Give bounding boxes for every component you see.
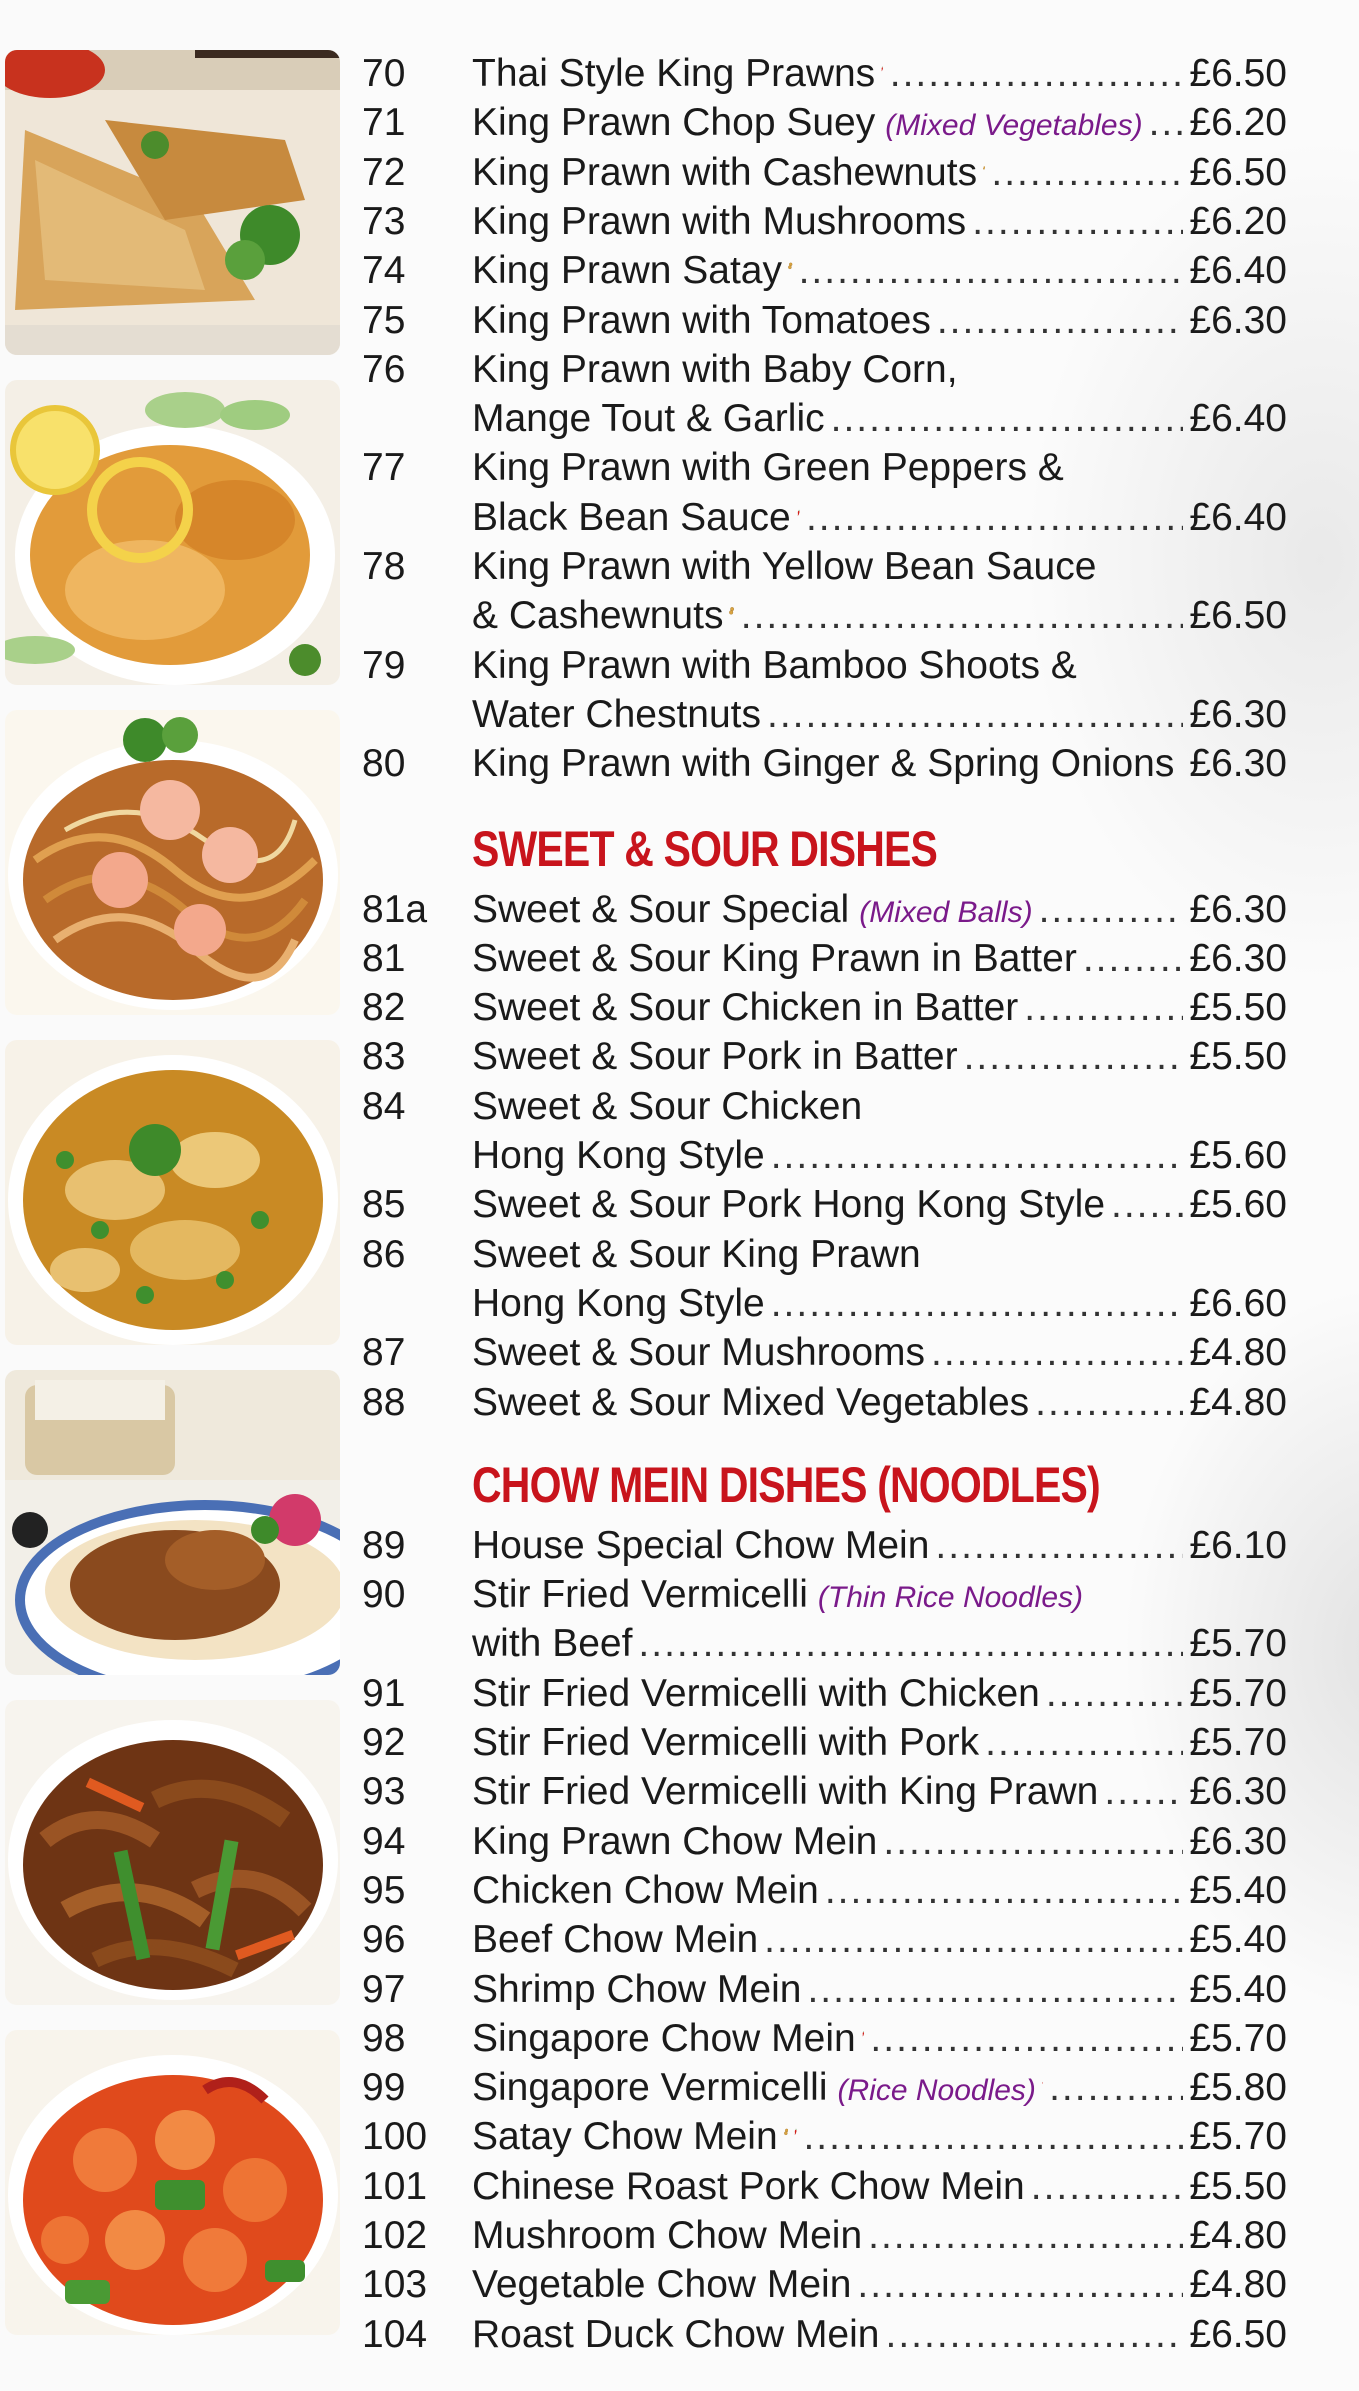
dot-leader bbox=[1083, 935, 1184, 983]
dot-leader bbox=[1039, 886, 1184, 934]
item-price: £5.70 bbox=[1189, 1622, 1287, 1666]
menu-item-70 bbox=[362, 50, 1287, 98]
item-name: Beef Chow Mein bbox=[472, 1918, 759, 1962]
curry-chicken-photo bbox=[5, 1040, 340, 1345]
menu-item-84-cont bbox=[362, 1132, 1287, 1180]
item-name-cont: Hong Kong Style bbox=[472, 1134, 765, 1177]
item-price: £6.30 bbox=[1189, 742, 1287, 786]
item-name: Sweet & Sour Pork in Batter bbox=[472, 1035, 958, 1079]
item-name-line bbox=[472, 2163, 1287, 2211]
item-number: 81 bbox=[362, 936, 406, 980]
dot-leader bbox=[883, 1818, 1183, 1866]
dot-leader bbox=[1046, 1670, 1184, 1718]
menu-item-81 bbox=[362, 935, 1287, 983]
item-name: Thai Style King Prawns bbox=[472, 52, 876, 95]
peanut-icon bbox=[729, 594, 734, 628]
item-number: 93 bbox=[362, 1770, 406, 1814]
item-name-line bbox=[472, 1867, 1287, 1915]
item-name: Stir Fried Vermicelli bbox=[472, 1573, 808, 1617]
item-number: 92 bbox=[362, 1721, 406, 1764]
item-number: 95 bbox=[362, 1868, 406, 1912]
item-name: Singapore Chow Mein bbox=[472, 2016, 856, 2060]
dot-leader bbox=[1049, 2064, 1183, 2112]
item-name: King Prawn Chow Mein bbox=[472, 1819, 878, 1863]
chili-icon bbox=[797, 496, 800, 530]
item-number: 97 bbox=[362, 1967, 406, 2011]
item-number: 103 bbox=[362, 2263, 428, 2307]
item-name: Stir Fried Vermicelli with King Prawn bbox=[472, 1770, 1099, 1814]
dot-leader bbox=[1149, 99, 1184, 147]
dot-leader bbox=[937, 297, 1184, 345]
item-note: (Thin Rice Noodles) bbox=[817, 1581, 1083, 1615]
item-name-line bbox=[472, 1768, 1287, 1816]
menu-item-102 bbox=[362, 2212, 1287, 2260]
dot-leader bbox=[771, 1280, 1184, 1328]
item-name: Chicken Chow Mein bbox=[472, 1868, 819, 1912]
item-price: £5.70 bbox=[1189, 1671, 1287, 1715]
sweet-sour-chicken-photo bbox=[5, 2030, 340, 2335]
dot-leader bbox=[764, 1916, 1183, 1964]
menu-item-96 bbox=[362, 1916, 1287, 1964]
dot-leader bbox=[767, 691, 1183, 739]
item-name-line bbox=[472, 2212, 1287, 2260]
roast-duck-photo bbox=[5, 1370, 340, 1675]
menu-item-100 bbox=[362, 2113, 1287, 2161]
item-name-line bbox=[472, 99, 1287, 150]
item-name-line bbox=[472, 444, 1287, 492]
item-price: £4.80 bbox=[1189, 1331, 1287, 1375]
item-name: King Prawn with Mushrooms bbox=[472, 199, 967, 243]
item-price: £6.40 bbox=[1189, 495, 1287, 539]
item-price: £6.60 bbox=[1189, 1281, 1287, 1325]
item-name: King Prawn Chop Suey bbox=[472, 101, 876, 145]
item-name: Shrimp Chow Mein bbox=[472, 1967, 802, 2011]
item-price: £6.30 bbox=[1189, 887, 1287, 931]
item-name-line bbox=[472, 494, 1287, 542]
menu-item-85 bbox=[362, 1181, 1287, 1229]
chili-icon bbox=[1042, 2066, 1043, 2100]
item-number: 102 bbox=[362, 2214, 428, 2257]
chili-icon bbox=[862, 2017, 865, 2051]
menu-item-86 bbox=[362, 1231, 1287, 1279]
menu-item-72 bbox=[362, 149, 1287, 197]
prawn-noodles-photo bbox=[5, 710, 340, 1015]
item-name: Stir Fried Vermicelli with Chicken bbox=[472, 1671, 1040, 1715]
menu-item-74 bbox=[362, 247, 1287, 295]
dot-leader bbox=[870, 2015, 1183, 2063]
item-name-line bbox=[472, 592, 1287, 640]
menu-item-82 bbox=[362, 984, 1287, 1032]
item-name: Sweet & Sour Mixed Vegetables bbox=[472, 1380, 1030, 1424]
item-name: Sweet & Sour King Prawn in Batter bbox=[472, 936, 1077, 980]
dot-leader bbox=[1031, 2163, 1184, 2211]
dot-leader bbox=[890, 50, 1184, 98]
item-note: (Mixed Balls) bbox=[859, 895, 1033, 929]
item-name: Singapore Vermicelli bbox=[472, 2066, 828, 2110]
item-price: £4.80 bbox=[1189, 2214, 1287, 2257]
item-name: Mushroom Chow Mein bbox=[472, 2214, 863, 2257]
dot-leader bbox=[803, 2113, 1183, 2161]
dot-leader bbox=[807, 1966, 1183, 2014]
dot-leader bbox=[741, 592, 1184, 640]
item-number: 90 bbox=[362, 1573, 406, 1617]
prawn-toast-photo bbox=[5, 50, 340, 355]
item-price: £5.40 bbox=[1189, 1918, 1287, 1962]
item-name: Sweet & Sour Special bbox=[472, 887, 850, 931]
menu-item-90-cont bbox=[362, 1620, 1287, 1668]
dot-leader bbox=[1104, 1768, 1183, 1816]
item-price: £5.60 bbox=[1189, 1134, 1287, 1177]
item-note: (Rice Noodles) bbox=[837, 2074, 1036, 2108]
menu-item-78-cont bbox=[362, 592, 1287, 640]
section-heading-chow-mein: CHOW MEIN DISHES (NOODLES) bbox=[472, 1456, 1100, 1513]
item-name-cont: Water Chestnuts bbox=[472, 692, 761, 736]
item-number: 86 bbox=[362, 1232, 406, 1276]
dot-leader bbox=[771, 1132, 1184, 1180]
item-price: £4.80 bbox=[1189, 1380, 1287, 1424]
item-name-line bbox=[472, 642, 1287, 690]
dot-leader bbox=[1111, 1181, 1183, 1229]
dot-leader bbox=[868, 2212, 1183, 2260]
item-name: Sweet & Sour Mushrooms bbox=[472, 1331, 926, 1375]
menu-item-88 bbox=[362, 1379, 1287, 1427]
item-name-line bbox=[472, 2015, 1287, 2063]
item-price: £5.70 bbox=[1189, 2016, 1287, 2060]
item-price: £5.80 bbox=[1189, 2066, 1287, 2110]
item-name-line bbox=[472, 1522, 1287, 1570]
item-name: King Prawn Satay bbox=[472, 249, 783, 293]
item-note: (Mixed Vegetables) bbox=[885, 109, 1143, 143]
menu-item-73 bbox=[362, 198, 1287, 246]
item-name-line bbox=[472, 691, 1287, 739]
item-name: King Prawn with Bamboo Shoots & bbox=[472, 643, 1077, 687]
item-name-line bbox=[472, 984, 1287, 1032]
item-name-line bbox=[472, 1620, 1287, 1668]
item-price: £6.30 bbox=[1189, 1770, 1287, 1814]
menu-item-99 bbox=[362, 2064, 1287, 2112]
item-name-line bbox=[472, 1719, 1287, 1767]
item-name-line bbox=[472, 1818, 1287, 1866]
menu-item-91 bbox=[362, 1670, 1287, 1718]
item-price: £6.10 bbox=[1189, 1523, 1287, 1567]
item-number: 100 bbox=[362, 2115, 428, 2159]
menu-item-78 bbox=[362, 543, 1287, 591]
peanut-icon bbox=[788, 249, 793, 283]
item-price: £6.30 bbox=[1189, 1819, 1287, 1863]
menu-item-83 bbox=[362, 1033, 1287, 1081]
item-name: King Prawn with Green Peppers & bbox=[472, 446, 1064, 490]
dot-leader bbox=[806, 494, 1183, 542]
item-number: 89 bbox=[362, 1523, 406, 1567]
item-number: 72 bbox=[362, 150, 406, 194]
chili-icon bbox=[881, 52, 884, 86]
item-number: 101 bbox=[362, 2164, 428, 2208]
item-name-cont: & Cashewnuts bbox=[472, 594, 724, 638]
crispy-beef-photo bbox=[5, 1700, 340, 2005]
item-price: £6.40 bbox=[1189, 397, 1287, 441]
peanut-icon bbox=[983, 151, 985, 185]
item-number: 70 bbox=[362, 52, 406, 95]
item-name-line bbox=[472, 50, 1287, 98]
item-number: 99 bbox=[362, 2066, 406, 2110]
item-name-line bbox=[472, 346, 1287, 394]
item-name-line bbox=[472, 886, 1287, 937]
item-price: £6.30 bbox=[1189, 692, 1287, 736]
menu-item-94 bbox=[362, 1818, 1287, 1866]
item-number: 80 bbox=[362, 742, 406, 786]
menu-item-84 bbox=[362, 1083, 1287, 1131]
dot-leader bbox=[638, 1620, 1183, 1668]
menu-item-79-cont bbox=[362, 691, 1287, 739]
item-name-line bbox=[472, 1033, 1287, 1081]
item-name: King Prawn with Tomatoes bbox=[472, 298, 931, 342]
item-number: 88 bbox=[362, 1380, 406, 1424]
item-price: £6.20 bbox=[1189, 101, 1287, 145]
item-name-line bbox=[472, 1132, 1287, 1180]
item-number: 77 bbox=[362, 446, 406, 490]
item-price: £6.20 bbox=[1189, 199, 1287, 243]
menu-item-81a bbox=[362, 886, 1287, 934]
menu-item-80 bbox=[362, 740, 1287, 788]
dot-leader bbox=[935, 1522, 1183, 1570]
item-price: £5.50 bbox=[1189, 2164, 1287, 2208]
menu-item-101 bbox=[362, 2163, 1287, 2211]
item-name-line bbox=[472, 935, 1287, 983]
menu-item-87 bbox=[362, 1329, 1287, 1377]
menu-item-77-cont bbox=[362, 494, 1287, 542]
peanut-icon bbox=[784, 2115, 789, 2149]
item-name-line bbox=[472, 149, 1287, 197]
section-heading-sweet-sour: SWEET & SOUR DISHES bbox=[472, 820, 938, 877]
menu-item-77 bbox=[362, 444, 1287, 492]
item-name-line bbox=[472, 2311, 1287, 2359]
item-name: Sweet & Sour Pork Hong Kong Style bbox=[472, 1183, 1106, 1227]
item-name-line bbox=[472, 1181, 1287, 1229]
dot-leader bbox=[825, 1867, 1184, 1915]
item-name-line bbox=[472, 740, 1287, 788]
item-name: King Prawn with Yellow Bean Sauce bbox=[472, 545, 1097, 588]
dot-leader bbox=[1180, 740, 1183, 788]
item-price: £6.30 bbox=[1189, 298, 1287, 342]
item-name: Sweet & Sour Chicken in Batter bbox=[472, 986, 1019, 1030]
item-name: King Prawn with Baby Corn, bbox=[472, 347, 958, 391]
menu-item-89 bbox=[362, 1522, 1287, 1570]
item-name-line bbox=[472, 1379, 1287, 1427]
item-price: £5.50 bbox=[1189, 986, 1287, 1030]
menu-item-97 bbox=[362, 1966, 1287, 2014]
item-price: £5.50 bbox=[1189, 1035, 1287, 1079]
item-number: 78 bbox=[362, 545, 406, 588]
item-price: £6.50 bbox=[1189, 2312, 1287, 2356]
dot-leader bbox=[964, 1033, 1184, 1081]
item-number: 91 bbox=[362, 1671, 406, 1715]
item-number: 96 bbox=[362, 1918, 406, 1962]
chili-icon bbox=[794, 2115, 797, 2149]
item-price: £6.50 bbox=[1189, 594, 1287, 638]
item-number: 79 bbox=[362, 643, 406, 687]
item-number: 81a bbox=[362, 887, 428, 931]
menu-item-92 bbox=[362, 1719, 1287, 1767]
dot-leader bbox=[885, 2311, 1183, 2359]
item-name: Sweet & Sour Chicken bbox=[472, 1084, 863, 1128]
lemon-chicken-photo bbox=[5, 380, 340, 685]
dot-leader bbox=[972, 198, 1183, 246]
dot-leader bbox=[831, 395, 1184, 443]
item-number: 94 bbox=[362, 1819, 406, 1863]
item-number: 85 bbox=[362, 1183, 406, 1227]
item-name: Roast Duck Chow Mein bbox=[472, 2312, 880, 2356]
item-price: £4.80 bbox=[1189, 2263, 1287, 2307]
menu-item-79 bbox=[362, 642, 1287, 690]
menu-item-103 bbox=[362, 2261, 1287, 2309]
menu-item-86-cont bbox=[362, 1280, 1287, 1328]
item-price: £5.40 bbox=[1189, 1868, 1287, 1912]
item-number: 76 bbox=[362, 347, 406, 391]
dot-leader bbox=[799, 247, 1184, 295]
dot-leader bbox=[991, 149, 1183, 197]
item-name-cont: Black Bean Sauce bbox=[472, 495, 791, 539]
item-price: £6.40 bbox=[1189, 249, 1287, 293]
item-name: House Special Chow Mein bbox=[472, 1523, 930, 1567]
item-name-line bbox=[472, 1083, 1287, 1131]
item-name-line bbox=[472, 1231, 1287, 1279]
item-name-line bbox=[472, 2261, 1287, 2309]
item-name: King Prawn with Cashewnuts bbox=[472, 150, 978, 194]
item-name-cont: Hong Kong Style bbox=[472, 1281, 765, 1325]
item-price: £5.40 bbox=[1189, 1967, 1287, 2011]
item-name: Satay Chow Mein bbox=[472, 2115, 778, 2159]
item-name: Chinese Roast Pork Chow Mein bbox=[472, 2164, 1025, 2208]
item-name: Stir Fried Vermicelli with Pork bbox=[472, 1721, 980, 1764]
item-name-line bbox=[472, 1916, 1287, 1964]
item-name-line bbox=[472, 1966, 1287, 2014]
menu-item-75 bbox=[362, 297, 1287, 345]
item-name-line bbox=[472, 198, 1287, 246]
menu-item-104 bbox=[362, 2311, 1287, 2359]
item-name: Sweet & Sour King Prawn bbox=[472, 1232, 921, 1276]
item-price: £5.60 bbox=[1189, 1183, 1287, 1227]
item-number: 83 bbox=[362, 1035, 406, 1079]
dot-leader bbox=[1035, 1379, 1183, 1427]
item-number: 75 bbox=[362, 298, 406, 342]
menu-item-90 bbox=[362, 1571, 1287, 1619]
dot-leader bbox=[985, 1719, 1183, 1767]
item-name-line bbox=[472, 1571, 1287, 1622]
item-price: £6.50 bbox=[1189, 150, 1287, 194]
item-number: 84 bbox=[362, 1084, 406, 1128]
menu-item-76 bbox=[362, 346, 1287, 394]
item-name-line bbox=[472, 1670, 1287, 1718]
menu-item-93 bbox=[362, 1768, 1287, 1816]
item-number: 73 bbox=[362, 199, 406, 243]
menu-item-98 bbox=[362, 2015, 1287, 2063]
item-number: 74 bbox=[362, 249, 406, 293]
item-number: 87 bbox=[362, 1331, 406, 1375]
menu-item-95 bbox=[362, 1867, 1287, 1915]
item-name-line bbox=[472, 247, 1287, 295]
item-name-line bbox=[472, 543, 1287, 591]
item-number: 71 bbox=[362, 101, 406, 145]
item-name-cont: with Beef bbox=[472, 1622, 633, 1666]
item-number: 98 bbox=[362, 2016, 406, 2060]
menu-item-71 bbox=[362, 99, 1287, 147]
dot-leader bbox=[857, 2261, 1183, 2309]
item-number: 104 bbox=[362, 2312, 428, 2356]
item-price: £6.50 bbox=[1189, 52, 1287, 95]
item-name-cont: Mange Tout & Garlic bbox=[472, 397, 825, 441]
item-price: £6.30 bbox=[1189, 936, 1287, 980]
item-name: King Prawn with Ginger & Spring Onions bbox=[472, 742, 1175, 786]
item-name: Vegetable Chow Mein bbox=[472, 2263, 852, 2307]
item-name-line bbox=[472, 395, 1287, 443]
dot-leader bbox=[1024, 984, 1183, 1032]
item-name-line bbox=[472, 1280, 1287, 1328]
item-price: £5.70 bbox=[1189, 2115, 1287, 2159]
item-price: £5.70 bbox=[1189, 1721, 1287, 1764]
dot-leader bbox=[931, 1329, 1183, 1377]
item-name-line bbox=[472, 2064, 1287, 2115]
item-name-line bbox=[472, 1329, 1287, 1377]
item-name-line bbox=[472, 297, 1287, 345]
item-name-line bbox=[472, 2113, 1287, 2161]
item-number: 82 bbox=[362, 986, 406, 1030]
menu-item-76-cont bbox=[362, 395, 1287, 443]
